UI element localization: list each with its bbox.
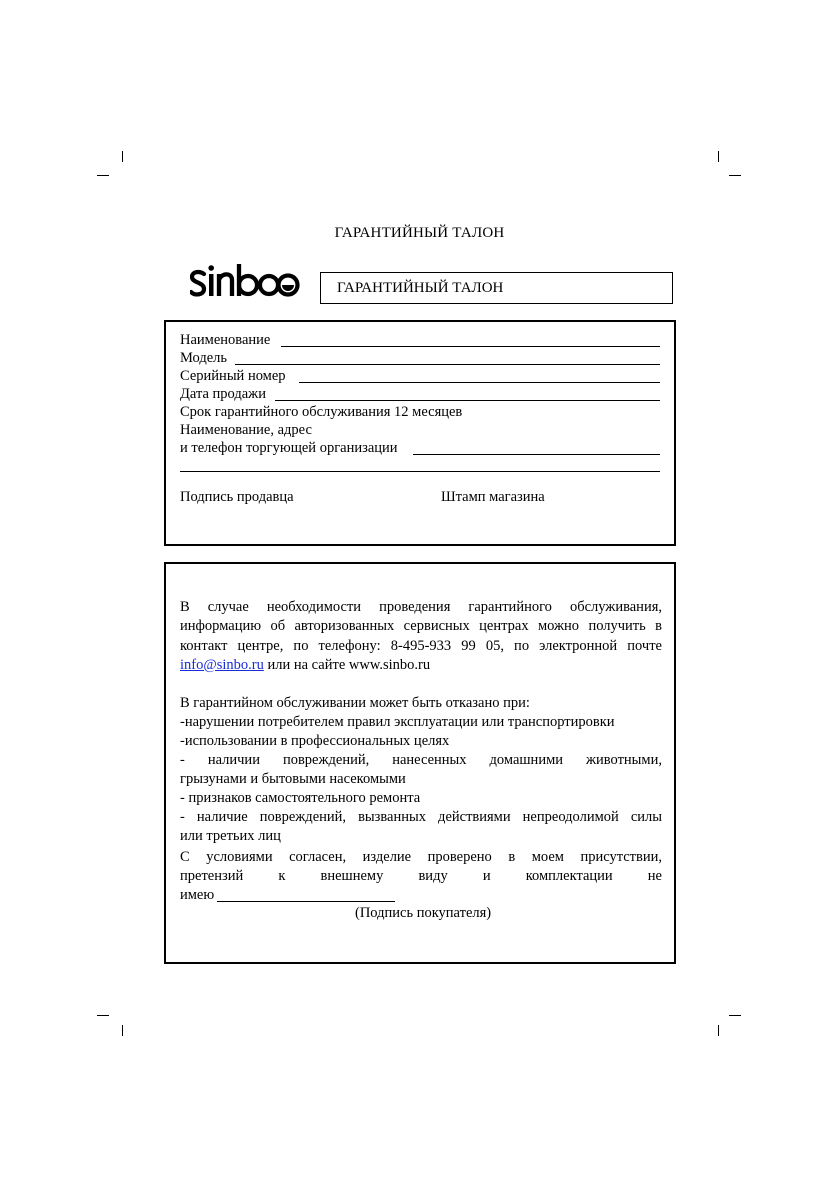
agreement-paragraph xyxy=(180,848,662,887)
crop-mark xyxy=(718,1025,719,1036)
text-line: С условиями согласен, изделие проверено в моем присутствии, xyxy=(180,849,662,865)
sinbo-logo xyxy=(190,262,300,306)
field-sale-date-label: Дата продажи xyxy=(180,386,266,402)
crop-mark xyxy=(122,151,123,162)
refusal-item: -использовании в профессиональных целях xyxy=(180,733,450,749)
field-serial-label: Серийный номер xyxy=(180,368,286,384)
refusal-item: - признаков самостоятельного ремонта xyxy=(180,790,421,806)
crop-mark xyxy=(97,175,109,176)
field-warranty-term: Срок гарантийного обслуживания 12 месяцев xyxy=(180,404,463,420)
service-paragraph xyxy=(180,598,662,675)
buyer-signature-line xyxy=(217,901,395,902)
crop-mark xyxy=(718,151,719,162)
field-sale-date-line xyxy=(275,400,660,401)
text-line: - наличие повреждений, вызванных действиями непреодолимой силы xyxy=(180,809,662,825)
warranty-title-box xyxy=(320,272,673,304)
text-line xyxy=(180,656,662,675)
website-text: или на сайте www.sinbo.ru xyxy=(263,656,431,673)
field-name-line xyxy=(281,346,660,347)
crop-mark xyxy=(97,1015,109,1016)
refusal-title: В гарантийном обслуживании может быть отказано при: xyxy=(180,695,530,711)
field-name-label: Наименование xyxy=(180,332,271,348)
refusal-item xyxy=(180,808,662,827)
field-org-phone-label: и телефон торгующей организации xyxy=(180,440,398,456)
email-link[interactable]: info@sinbo.ru xyxy=(180,656,264,673)
warranty-title: ГАРАНТИЙНЫЙ ТАЛОН xyxy=(337,280,504,296)
text-line: контакт центре, по телефону: 8-495-933 99 05, по электронной почте xyxy=(180,637,662,654)
text-line: информацию об авторизованных сервисных центрах можно получить в xyxy=(180,618,662,635)
crop-mark xyxy=(729,175,741,176)
refusal-item xyxy=(180,751,662,770)
text-line: В случае необходимости проведения гарантийного обслуживания, xyxy=(180,599,662,615)
refusal-item: -нарушении потребителем правил эксплуатации или транспортировки xyxy=(180,714,615,730)
page-title: ГАРАНТИЙНЫЙ ТАЛОН xyxy=(334,225,505,241)
field-serial-line xyxy=(299,382,660,383)
shop-stamp: Штамп магазина xyxy=(441,489,545,505)
text-line: претензий к внешнему виду и комплектации не xyxy=(180,868,662,885)
crop-mark xyxy=(729,1015,741,1016)
buyer-signature: (Подпись покупателя) xyxy=(355,905,492,921)
field-extra-line xyxy=(180,471,660,472)
field-org-label: Наименование, адрес xyxy=(180,422,312,438)
service-info-box xyxy=(164,562,676,964)
field-model-label: Модель xyxy=(180,350,228,366)
field-org-phone-line xyxy=(413,454,660,455)
refusal-item: грызунами и бытовыми насекомыми xyxy=(180,771,406,787)
crop-mark xyxy=(122,1025,123,1036)
agreement-last: имею xyxy=(180,887,215,903)
text-line: - наличии повреждений, нанесенных домашними животными, xyxy=(180,752,662,768)
seller-signature: Подпись продавца xyxy=(180,489,294,505)
refusal-item: или третьих лиц xyxy=(180,828,281,844)
field-model-line xyxy=(235,364,660,365)
warranty-form xyxy=(164,320,676,546)
